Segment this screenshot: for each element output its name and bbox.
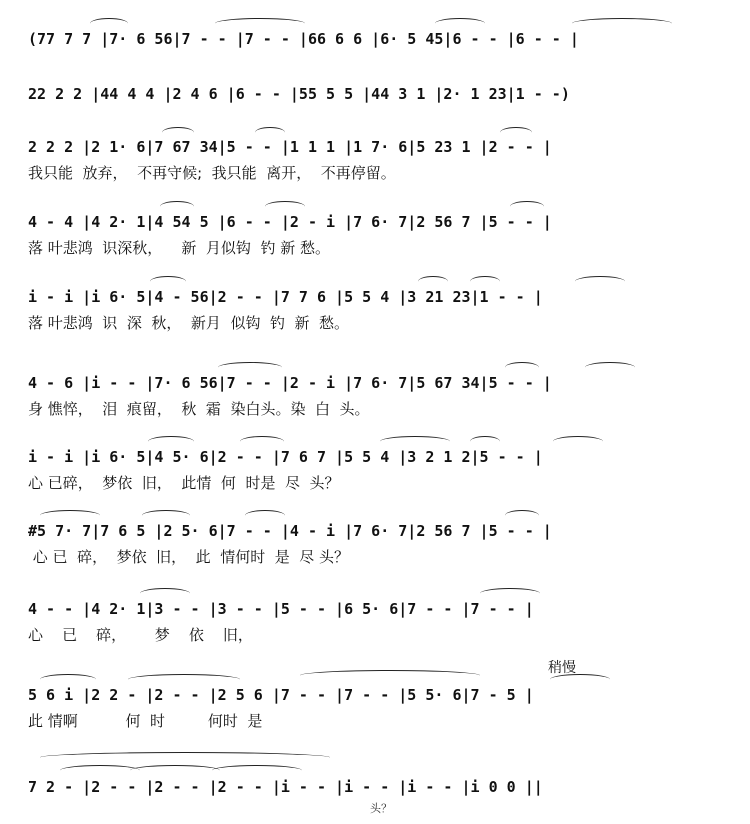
score-row [28, 85, 728, 125]
slur [553, 436, 603, 447]
slur [418, 276, 448, 287]
slur [215, 18, 305, 29]
slur [245, 510, 285, 521]
slur [480, 588, 540, 599]
slur [510, 201, 544, 212]
notes-line: i - i |i 6· 5|4 - 56|2 - - |7 7 6 |5 5 4 |3 21 23|1 - - | [28, 288, 543, 306]
slur [300, 670, 480, 681]
score-row [28, 138, 728, 182]
cut-off-lyric: 头？ [370, 802, 392, 815]
slur [572, 18, 672, 29]
slur [90, 18, 128, 29]
notes-line: 5 6 i |2 2 - |2 - - |2 5 6 |7 - - |7 - - |5 5· 6|7 - 5 | [28, 686, 534, 704]
notes-line: 4 - 6 |i - - |7· 6 56|7 - - |2 - i |7 6· 7|5 67 34|5 - - | [28, 374, 552, 392]
notes-line: 7 2 - |2 - - |2 - - |2 - - |i - - |i - - |i - - |i 0 0 || [28, 778, 543, 796]
slur [505, 362, 539, 373]
lyrics-line: 我只能 放弃， 不再守候; 我只能 离开， 不再停留。 [28, 164, 396, 182]
slur [380, 436, 450, 447]
score-row [28, 448, 728, 492]
notes-line: 2 2 2 |2 1· 6|7 67 34|5 - - |1 1 1 |1 7· 6|5 23 1 |2 - - | [28, 138, 552, 156]
lyrics-line: 心 已 碎， 梦 依 旧， [28, 626, 253, 644]
slur [585, 362, 635, 373]
slur [150, 276, 186, 287]
notes-line: #5 7· 7|7 6 5 |2 5· 6|7 - - |4 - i |7 6· 7|2 56 7 |5 - - | [28, 522, 552, 540]
slur [575, 276, 625, 287]
lyrics-line: 心 已 碎， 梦依 旧， 此 情何时 是 尽 头？ [28, 548, 350, 566]
slur [255, 127, 285, 138]
lyrics-line: 落 叶悲鸿 识 深 秋， 新月 似钩 钓 新 愁。 [28, 314, 350, 332]
score-row [28, 686, 728, 730]
score-row [28, 522, 728, 566]
slur [60, 765, 140, 776]
slur [265, 201, 305, 212]
slur [435, 18, 485, 29]
lyrics-line: 心 已碎， 梦依 旧， 此情 何 时是 尽 头？ [28, 474, 340, 492]
slur [550, 674, 610, 685]
lyrics-line [28, 109, 728, 131]
slur [500, 127, 532, 138]
tempo-marking: 稍慢 [548, 660, 576, 676]
notes-line: (77 7 7 |7· 6 56|7 - - |7 - - |66 6 6 |6· 5 45|6 - - |6 - - | [28, 30, 579, 48]
slur [212, 765, 302, 776]
score-row [28, 213, 728, 257]
lyrics-line: 身 憔悴， 泪 痕留， 秋 霜 染白头。染 白 头。 [28, 400, 370, 418]
notes-line: 4 - 4 |4 2· 1|4 54 5 |6 - - |2 - i |7 6· 7|2 56 7 |5 - - | [28, 213, 552, 231]
notes-line: 22 2 2 |44 4 4 |2 4 6 |6 - - |55 5 5 |44 3 1 |2· 1 23|1 - -) [28, 85, 570, 103]
lyrics-line: 落 叶悲鸿 识深秋， 新 月似钩 钓 新 愁。 [28, 239, 330, 257]
score-row [28, 600, 728, 644]
slur [40, 752, 330, 763]
slur [162, 127, 194, 138]
slur [40, 510, 100, 521]
lyrics-line: 此 情啊 何 时 何时 是 [28, 712, 263, 730]
slur [470, 436, 500, 447]
slur [218, 362, 282, 373]
slur [505, 510, 539, 521]
slur [40, 674, 96, 685]
score-row [28, 288, 728, 332]
slur [130, 765, 220, 776]
notes-line: i - i |i 6· 5|4 5· 6|2 - - |7 6 7 |5 5 4 |3 2 1 2|5 - - | [28, 448, 543, 466]
score-row [28, 30, 728, 70]
slur [140, 588, 190, 599]
lyrics-line [28, 54, 728, 76]
score-row [28, 374, 728, 418]
notes-line: 4 - - |4 2· 1|3 - - |3 - - |5 - - |6 5· 6|7 - - |7 - - | [28, 600, 534, 618]
slur [470, 276, 500, 287]
slur [160, 201, 194, 212]
slur [128, 674, 240, 685]
slur [148, 436, 194, 447]
slur [142, 510, 190, 521]
slur [240, 436, 284, 447]
